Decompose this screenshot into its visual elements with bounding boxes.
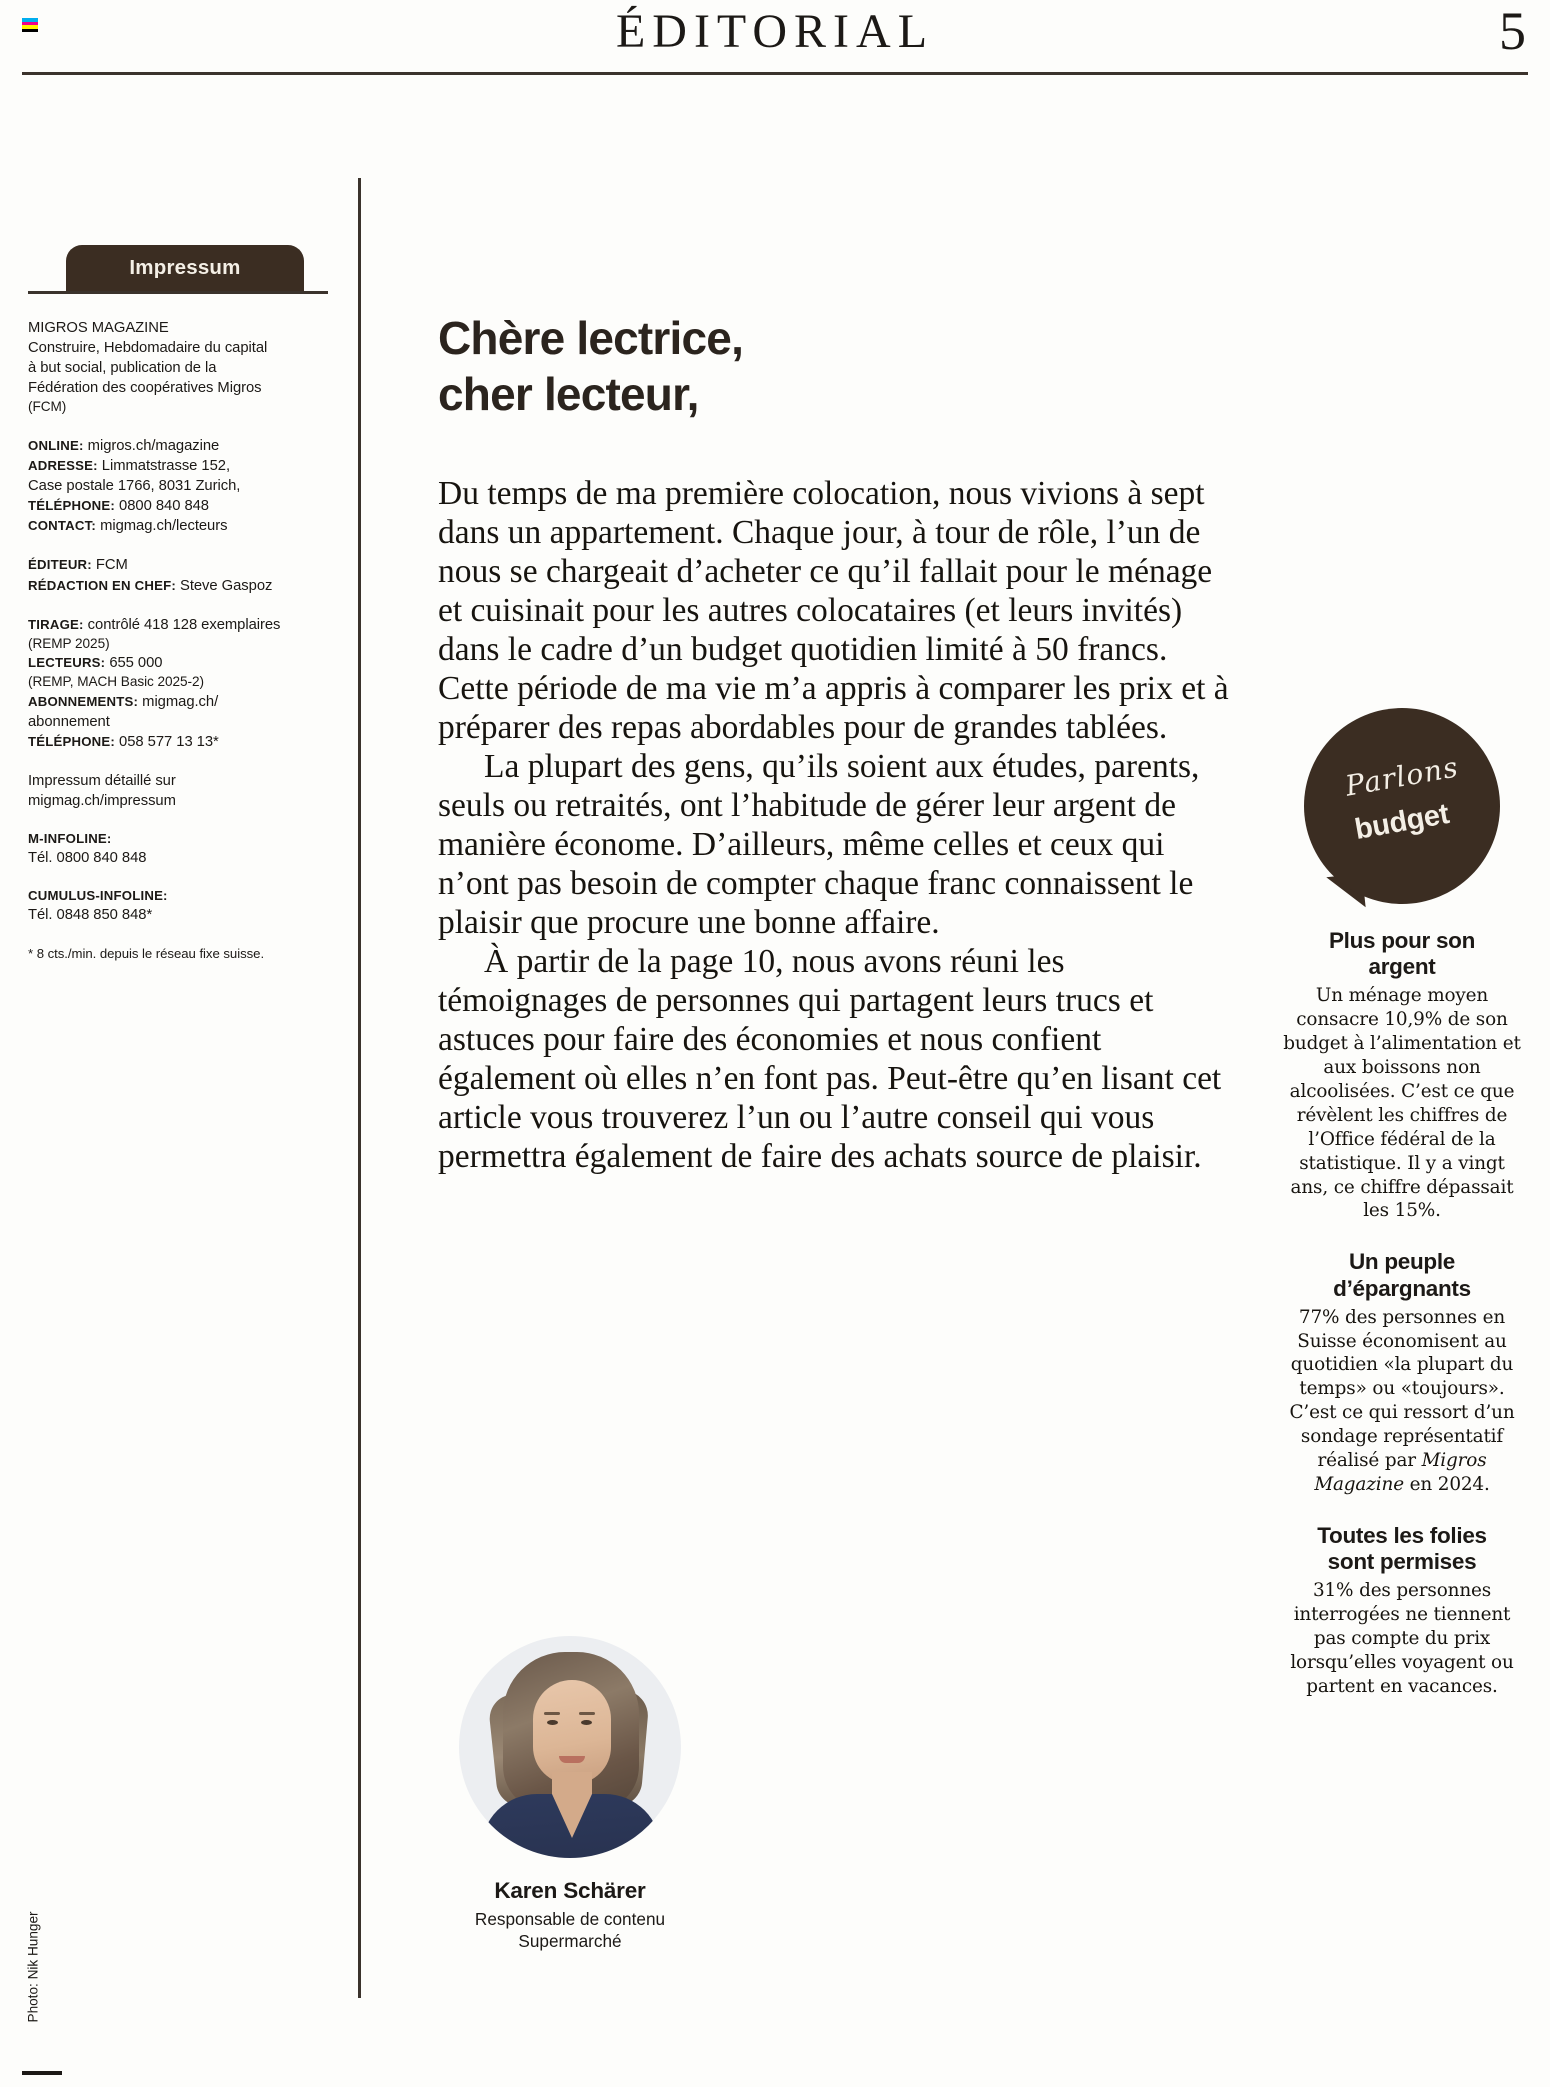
- impressum-tab-label: Impressum: [129, 256, 241, 279]
- impressum-footnote-block: [28, 945, 328, 963]
- impressum-adresse-value: Limmatstrasse 152,: [97, 458, 231, 475]
- impressum-detail-line1: Impressum détaillé sur: [28, 773, 176, 790]
- author-role: [438, 1908, 702, 1953]
- impressum-contact-row: [28, 516, 328, 536]
- fact-body: [1278, 1306, 1526, 1497]
- impressum-publication-name: MIGROS MAGAZINE: [28, 320, 169, 336]
- impressum-m-infoline-key: M-INFOLINE:: [28, 831, 112, 847]
- impressum-redaction-value: Steve Gaspoz: [175, 577, 273, 594]
- impressum-editorial-block: [28, 555, 328, 595]
- avatar-eye-left: [547, 1720, 558, 1725]
- impressum-publication-block: [28, 318, 328, 417]
- impressum-tirage-key: TIRAGE:: [28, 616, 84, 632]
- impressum-detail-link[interactable]: migmag.ch/impressum: [28, 793, 176, 810]
- article-paragraph: La plupart des gens, qu’ils soient aux études, parents, seuls ou retraités, ont l’habitude de gérer leur argent de manière économe. D’ailleurs, même celles et ceux qui n’ont pas besoin de compter chaque franc connaissent le plaisir que procure une bonne affaire.: [438, 748, 1200, 942]
- impressum-tirage-value: contrôlé 418 128 exemplaires: [83, 616, 281, 633]
- impressum-publication-desc-4: (FCM): [28, 399, 67, 415]
- impressum-telephone-key: TÉLÉPHONE:: [28, 498, 115, 514]
- impressum-contacts-block: [28, 436, 328, 537]
- page-number: 5: [1499, 1, 1526, 61]
- impressum-online-row: [28, 436, 328, 456]
- author-role-line-2: Supermarché: [518, 1931, 622, 1952]
- impressum-adresse-key: ADRESSE:: [28, 458, 98, 474]
- impressum-body: [28, 318, 328, 963]
- article-headline-line-2: cher lecteur,: [438, 368, 699, 421]
- impressum-contact-value: migmag.ch/lecteurs: [96, 518, 228, 535]
- impressum-divider: [28, 291, 328, 294]
- avatar-face: [533, 1680, 611, 1784]
- article-paragraph: À partir de la page 10, nous avons réuni les témoignages de personnes qui partagent leurs trucs et astuces pour faire des économies et nous confient également où elles n’en font pas. Peut-être qu’en lisant cet article vous trouverez l’un ou l’autre conseil qui vous permettra également de faire des achats source de plaisir.: [438, 943, 1222, 1176]
- fact-title-line-1: Un peuple: [1348, 1249, 1456, 1275]
- avatar: [459, 1636, 681, 1858]
- impressum-telephone-value: 0800 840 848: [115, 498, 209, 515]
- impressum-publication-desc-2: à but social, publication de la: [28, 360, 217, 377]
- impressum-lecteurs-source: (REMP, MACH Basic 2025-2): [28, 674, 205, 690]
- fact-item: [1278, 928, 1526, 1223]
- fact-title-line-2: argent: [1368, 954, 1436, 980]
- impressum-abonnements-line2: abonnement: [28, 713, 110, 730]
- article-column: [438, 310, 1238, 1177]
- avatar-eye-right: [581, 1720, 592, 1725]
- fact-body-emphasis: Migros Magazine: [1314, 1450, 1487, 1496]
- impressum-redaction-row: [28, 576, 328, 596]
- impressum-footnote: * 8 cts./min. depuis le réseau fixe suisse.: [28, 945, 265, 961]
- impressum-publication-desc-1: Construire, Hebdomadaire du capital: [28, 340, 268, 357]
- impressum-online-value: migros.ch/magazine: [83, 437, 220, 454]
- fact-body: Un ménage moyen consacre 10,9% de son budget à l’alimentation et aux boissons non alcoolisées. C’est ce que révèlent les chiffres de l’Office fédéral de la statistique. Il y a vingt ans, ce chiffre dépassait les 15%.: [1283, 985, 1521, 1222]
- impressum-contact-key: CONTACT:: [28, 518, 97, 534]
- fact-title: [1278, 928, 1526, 980]
- fact-title-line-2: d’épargnants: [1333, 1275, 1471, 1301]
- article-paragraph: Du temps de ma première colocation, nous vivions à sept dans un appartement. Chaque jour, à tour de rôle, l’un de nous se chargeait d’acheter ce qu’il fallait pour le ménage et cuisinait pour les autres colocataires (et leurs invités) dans le cadre d’un budget quotidien limité à 50 francs. Cette période de ma vie m’a appris à comparer les prix et à préparer des repas abordables pour de grandes tablées.: [438, 475, 1229, 747]
- section-title: ÉDITORIAL: [615, 5, 935, 58]
- avatar-brow-left: [544, 1712, 560, 1715]
- impressum-editeur-value: FCM: [91, 557, 128, 574]
- impressum-circulation-block: [28, 615, 328, 753]
- impressum-abo-telephone-row: [28, 732, 328, 752]
- impressum-lecteurs-value: 655 000: [105, 655, 163, 672]
- impressum-online-key: ONLINE:: [28, 437, 84, 453]
- impressum-abonnements-key: ABONNEMENTS:: [28, 693, 139, 709]
- author-block: [438, 1636, 702, 1953]
- fact-item: [1278, 1249, 1526, 1497]
- impressum-redaction-key: RÉDACTION EN CHEF:: [28, 577, 176, 593]
- fact-item: [1278, 1523, 1526, 1699]
- impressum-detail-block: [28, 771, 328, 811]
- impressum-tirage-row: [28, 615, 328, 635]
- sidebar-facts-rail: [1278, 708, 1526, 1699]
- article-headline: [438, 310, 1238, 422]
- article-headline-line-1: Chère lectrice,: [438, 312, 744, 364]
- impressum-cumulus-infoline-key: CUMULUS-INFOLINE:: [28, 888, 168, 904]
- impressum-publication-desc-3: Fédération des coopératives Migros: [28, 380, 262, 397]
- impressum-telephone-row: [28, 496, 328, 516]
- avatar-brow-right: [579, 1712, 595, 1715]
- impressum-m-infoline-value: Tél. 0800 840 848: [28, 850, 147, 867]
- impressum-lecteurs-row: [28, 653, 328, 673]
- impressum-adresse-row: [28, 456, 328, 476]
- impressum-panel: [28, 245, 328, 963]
- impressum-lecteurs-key: LECTEURS:: [28, 655, 106, 671]
- fact-title-line-1: Plus pour son: [1328, 928, 1476, 953]
- article-body: [438, 474, 1238, 1176]
- impressum-tirage-source: (REMP 2025): [28, 635, 110, 651]
- fact-title: [1278, 1249, 1526, 1301]
- impressum-cumulus-infoline-block: [28, 887, 328, 925]
- masthead-divider: [22, 72, 1528, 75]
- author-role-line-1: Responsable de contenu: [474, 1909, 666, 1929]
- badge-label-line-2: budget: [1352, 798, 1452, 846]
- impressum-editeur-key: ÉDITEUR:: [28, 557, 92, 573]
- fact-body: 31% des personnes interrogées ne tiennent pas compte du prix lorsqu’elles voyagent ou partent en vacances.: [1290, 1580, 1514, 1697]
- column-divider: [358, 178, 361, 1998]
- fact-title-line-2: sont permises: [1327, 1549, 1477, 1575]
- impressum-tab: [66, 245, 304, 291]
- author-name: Karen Schärer: [494, 1878, 646, 1903]
- badge-label-line-1: Parlons: [1342, 750, 1462, 803]
- fact-title: [1278, 1523, 1526, 1575]
- parlons-budget-badge: [1304, 708, 1500, 904]
- masthead: [0, 0, 1550, 64]
- impressum-cumulus-infoline-value: Tél. 0848 850 848*: [28, 907, 153, 924]
- impressum-abonnements-value: migmag.ch/: [138, 693, 219, 710]
- fact-title-line-1: Toutes les folies: [1317, 1522, 1487, 1548]
- impressum-editeur-row: [28, 555, 328, 575]
- avatar-collar: [552, 1794, 592, 1838]
- bottom-registration-mark-icon: [22, 2071, 62, 2075]
- impressum-abo-telephone-value: 058 577 13 13*: [115, 734, 219, 751]
- impressum-m-infoline-block: [28, 830, 328, 868]
- fact-body-part-2: en 2024.: [1403, 1474, 1490, 1496]
- fact-body-part-1: 77% des personnes en Suisse économisent au quotidien «la plupart du temps» ou «toujours». C’est ce qui ressort d’un sondage représentatif réalisé par: [1289, 1306, 1515, 1472]
- impressum-abonnements-row: [28, 692, 328, 712]
- photo-credit: Photo: Nik Hunger: [25, 1911, 41, 2023]
- impressum-abo-telephone-key: TÉLÉPHONE:: [28, 734, 115, 750]
- avatar-mouth: [559, 1756, 585, 1763]
- impressum-adresse-line2: Case postale 1766, 8031 Zurich,: [28, 478, 241, 495]
